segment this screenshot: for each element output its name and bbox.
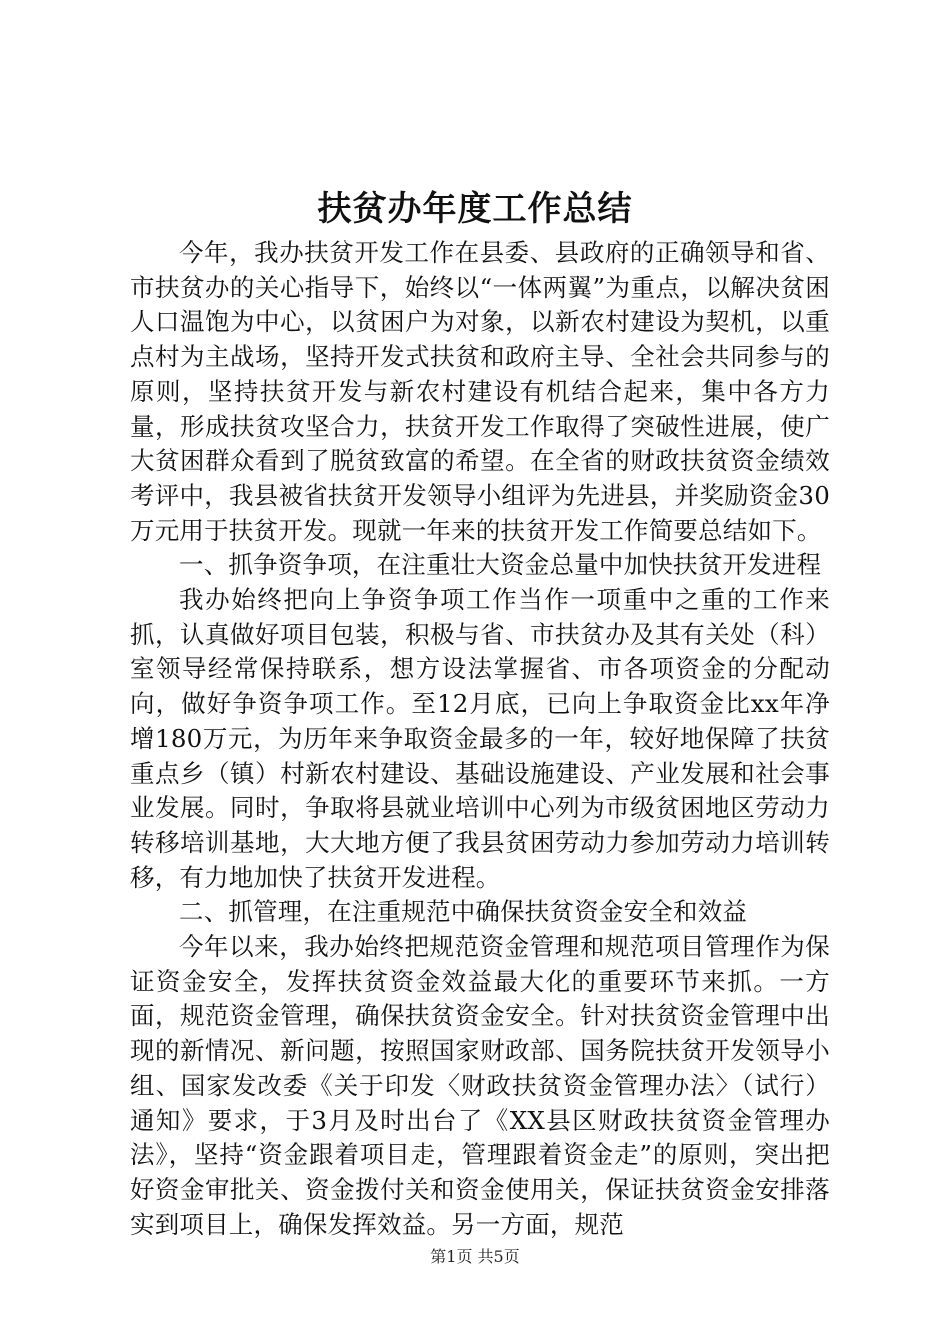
section-heading-2: 二、抓管理，在注重规范中确保扶贫资金安全和效益 — [179, 897, 748, 927]
document-body — [130, 236, 830, 1242]
document-title: 扶贫办年度工作总结 — [317, 189, 633, 229]
page-footer: 第1页 共5页 — [430, 1247, 520, 1266]
section-heading-1: 一、抓争资争项，在注重壮大资金总量中加快扶贫开发进程 — [179, 550, 822, 580]
paragraph-intro: 今年，我办扶贫开发工作在县委、县政府的正确领导和省、市扶贫办的关心指导下，始终以“一体两翼”为重点，以解决贫困人口温饱为中心，以贫困户为对象，以新农村建设为契机，以重点村为主战场，坚持开发式扶贫和政府主导、全社会共同参与的原则，坚持扶贫开发与新农村建设有机结合起来，集中各方力量，形成扶贫攻坚合力，扶贫开发工作取得了突破性进展，使广大贫困群众看到了脱贫致富的希望。在全省的财政扶贫资金绩效考评中，我县被省扶贫开发领导小组评为先进县，并奖励资金30万元用于扶贫开发。现就一年来的扶贫开发工作简要总结如下。 — [130, 238, 830, 545]
paragraph-section-1: 我办始终把向上争资争项工作当作一项重中之重的工作来抓，认真做好项目包装，积极与省、市扶贫办及其有关处（科）室领导经常保持联系，想方设法掌握省、市各项资金的分配动向，做好争资争项工作。至12月底，已向上争取资金比xx年净增180万元，为历年来争取资金最多的一年，较好地保障了扶贫重点乡（镇）村新农村建设、基础设施建设、产业发展和社会事业发展。同时，争取将县就业培训中心列为市级贫困地区劳动力转移培训基地，大大地方便了我县贫困劳动力参加劳动力培训转移，有力地加快了扶贫开发进程。 — [130, 585, 830, 892]
paragraph-section-2: 今年以来，我办始终把规范资金管理和规范项目管理作为保证资金安全，发挥扶贫资金效益最大化的重要环节来抓。一方面，规范资金管理，确保扶贫资金安全。针对扶贫资金管理中出现的新情况、新问题，按照国家财政部、国务院扶贫开发领导小组、国家发改委《关于印发〈财政扶贫资金管理办法〉（试行）通知》要求，于3月及时出台了《XX县区财政扶贫资金管理办法》，坚持“资金跟着项目走，管理跟着资金走”的原则，突出把好资金审批关、资金拨付关和资金使用关，保证扶贫资金安排落实到项目上，确保发挥效益。另一方面，规范 — [130, 932, 830, 1239]
